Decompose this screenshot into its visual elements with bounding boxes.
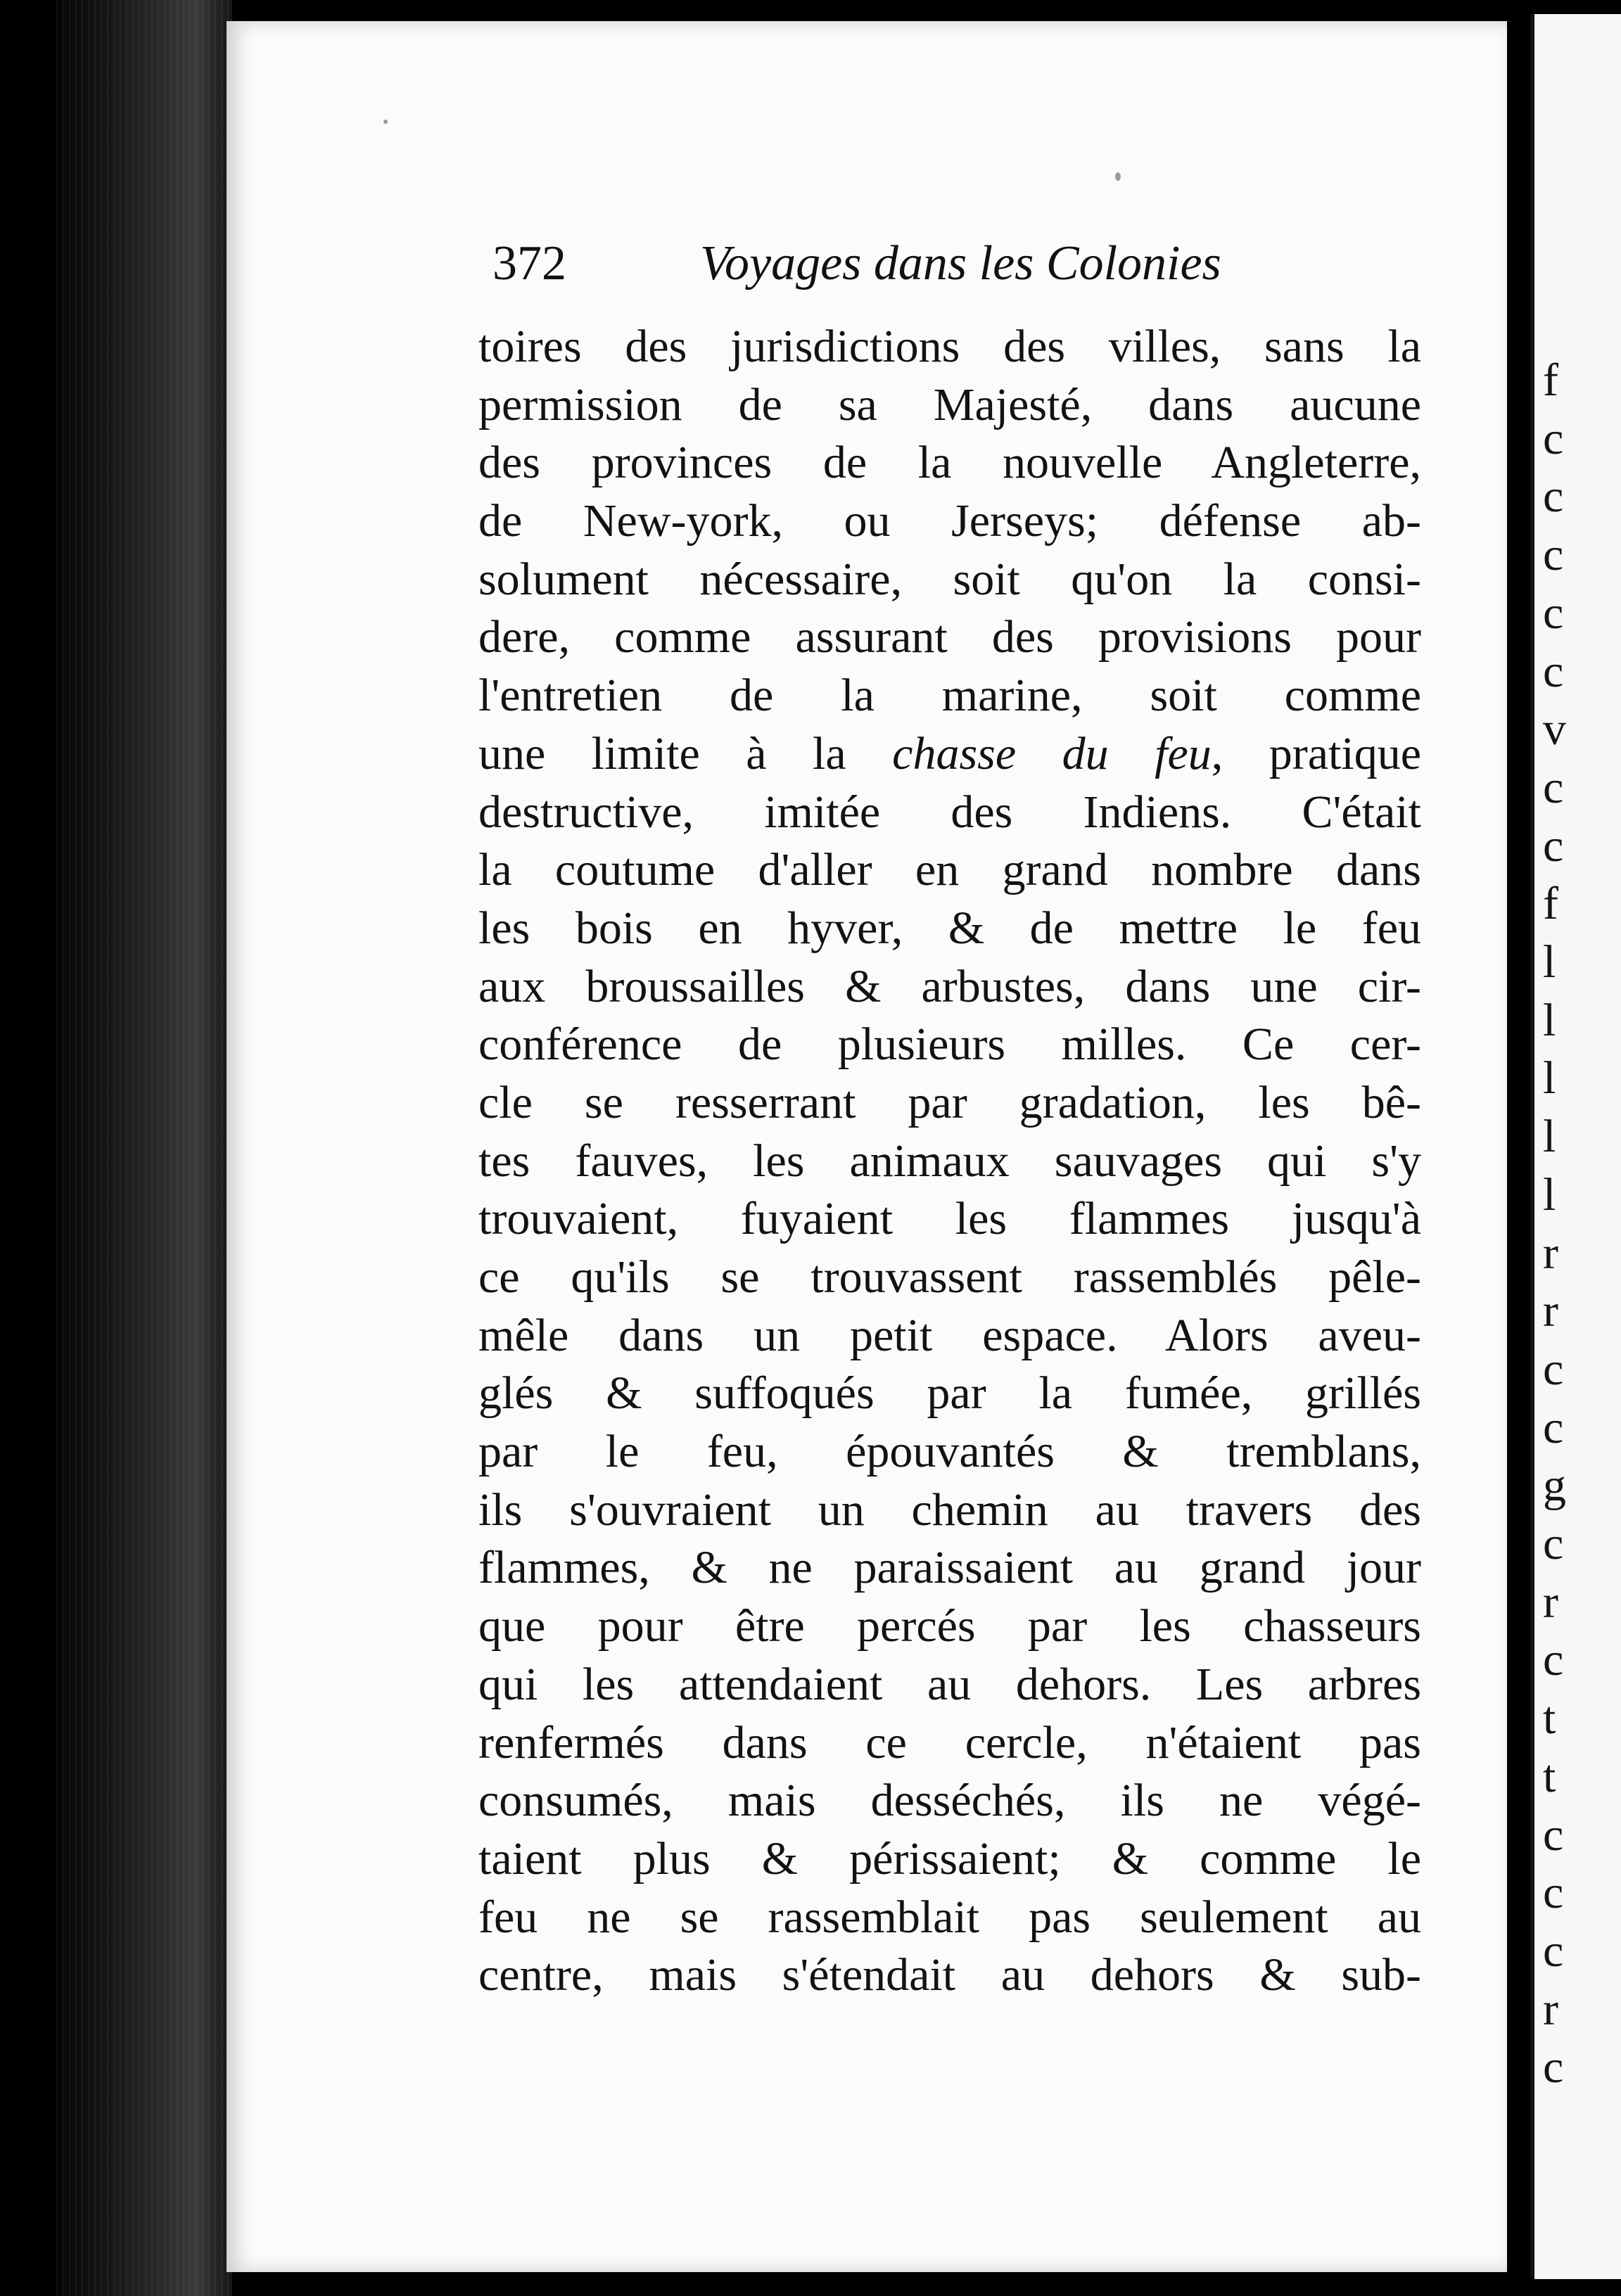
text-line: ce qu'ils se trouvassent rassemblés pêle- [478, 1251, 1421, 1303]
text-line: toires des jurisdictions des villes, sans la [478, 321, 1421, 372]
text-line: par le feu, épouvantés & tremblans, [478, 1426, 1421, 1478]
text-line-with-italic [478, 725, 1421, 784]
paper-speck [383, 120, 388, 124]
gutter-shadow [1509, 0, 1530, 2296]
facing-glyph: c [1543, 1634, 1564, 1686]
italic-phrase: chasse du feu [892, 727, 1212, 779]
text-line: glés & suffoqués par la fumée, grillés [478, 1367, 1421, 1420]
text-line: renfermés dans ce cercle, n'étaient pas [478, 1716, 1421, 1768]
text-line: les bois en hyver, & de mettre le feu [478, 902, 1421, 954]
facing-glyph: l [1543, 1111, 1556, 1163]
text-line: flammes, & ne paraissaient au grand jour [478, 1542, 1421, 1594]
facing-glyph: t [1543, 1750, 1556, 1802]
text-line: solument nécessaire, soit qu'on la consi- [478, 553, 1421, 605]
text-line: de New-york, ou Jerseys; défense ab- [478, 495, 1421, 547]
facing-glyph: c [1543, 819, 1564, 872]
running-head [492, 225, 1506, 302]
text-line: qui les attendaient au dehors. Les arbres [478, 1658, 1421, 1710]
facing-glyph: l [1543, 1168, 1556, 1220]
text-fragment: , pratique [1211, 727, 1421, 779]
text-line: trouvaient, fuyaient les flammes jusqu'à [478, 1193, 1421, 1245]
facing-glyph: c [1543, 645, 1564, 697]
text-line: dere, comme assurant des provisions pour [478, 611, 1421, 663]
text-line: ils s'ouvraient un chemin au travers des [478, 1484, 1421, 1536]
facing-glyph: l [1543, 994, 1556, 1046]
facing-glyph: c [1543, 412, 1564, 464]
facing-page-text-fragments [1543, 352, 1620, 2097]
facing-glyph: c [1543, 1925, 1564, 1977]
facing-glyph: f [1543, 355, 1558, 406]
text-line: aux broussailles & arbustes, dans une cir- [478, 960, 1421, 1012]
text-line: destructive, imitée des Indiens. C'était [478, 786, 1421, 838]
text-line: permission de sa Majesté, dans aucune [478, 378, 1421, 431]
text-line: des provinces de la nouvelle Angleterre, [478, 437, 1421, 489]
body-text [478, 318, 1421, 2005]
text-line: centre, mais s'étendait au dehors & sub- [478, 1949, 1421, 2001]
text-line: conférence de plusieurs milles. Ce cer- [478, 1019, 1421, 1071]
facing-glyph: v [1543, 703, 1566, 755]
running-title: Voyages dans les Colonies [700, 236, 1221, 291]
facing-glyph: l [1543, 1052, 1556, 1104]
facing-glyph: r [1543, 1983, 1558, 2035]
text-line: feu ne se rassemblait pas seulement au [478, 1891, 1421, 1943]
facing-glyph: r [1543, 1576, 1558, 1628]
facing-glyph: c [1543, 2041, 1564, 2093]
text-line: cle se resserrant par gradation, les bê- [478, 1076, 1421, 1128]
facing-glyph: f [1543, 878, 1558, 930]
book-binding-edge [56, 0, 232, 2296]
facing-glyph: c [1543, 529, 1564, 581]
facing-glyph: c [1543, 471, 1564, 523]
facing-glyph: c [1543, 1518, 1564, 1570]
paper-speck [1115, 172, 1121, 181]
facing-glyph: c [1543, 1343, 1564, 1395]
text-fragment: une limite à la [478, 727, 893, 779]
facing-glyph: g [1543, 1460, 1566, 1512]
facing-glyph: r [1543, 1227, 1558, 1279]
text-line: que pour être percés par les chasseurs [478, 1600, 1421, 1652]
facing-glyph: c [1543, 1401, 1564, 1453]
facing-page-edge [1530, 14, 1621, 2279]
facing-glyph: r [1543, 1285, 1558, 1337]
facing-glyph: c [1543, 1809, 1564, 1861]
facing-glyph: l [1543, 936, 1556, 988]
text-line: l'entretien de la marine, soit comme [478, 670, 1421, 722]
text-line: tes fauves, les animaux sauvages qui s'y [478, 1135, 1421, 1187]
text-line: consumés, mais desséchés, ils ne végé- [478, 1775, 1421, 1827]
page-number: 372 [492, 236, 566, 291]
text-line: mêle dans un petit espace. Alors aveu- [478, 1309, 1421, 1361]
text-line: taient plus & périssaient; & comme le [478, 1832, 1421, 1884]
facing-glyph: c [1543, 1867, 1564, 1919]
facing-glyph: c [1543, 761, 1564, 813]
facing-glyph: c [1543, 587, 1564, 639]
text-line: la coutume d'aller en grand nombre dans [478, 844, 1421, 896]
facing-glyph: t [1543, 1692, 1556, 1745]
